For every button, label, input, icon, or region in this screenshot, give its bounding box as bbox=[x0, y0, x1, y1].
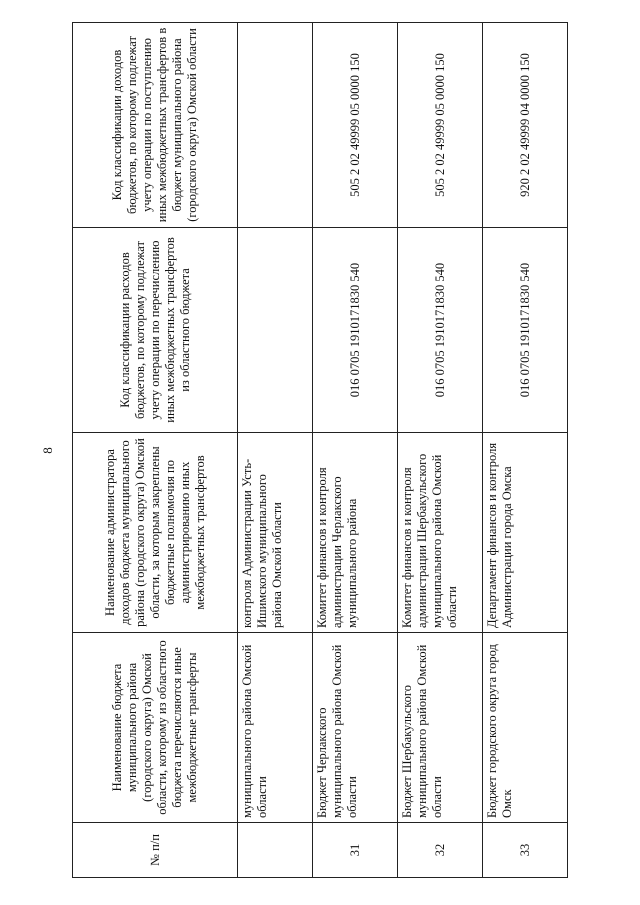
cell-expense-code: 016 0705 1910171830 540 bbox=[313, 228, 398, 433]
cell-administrator: Комитет финансов и контроля администрации Шербакульского муниципального района Омской области bbox=[398, 433, 483, 633]
table-row bbox=[313, 23, 398, 878]
cell-income-code bbox=[238, 23, 313, 228]
header-number: № п/п bbox=[73, 823, 238, 878]
cell-number: 33 bbox=[483, 823, 568, 878]
transfers-table bbox=[72, 22, 568, 878]
cell-budget-name: Бюджет Шербакульского муниципального района Омской области bbox=[398, 633, 483, 823]
cell-expense-code: 016 0705 1910171830 540 bbox=[483, 228, 568, 433]
cell-income-code: 505 2 02 49999 05 0000 150 bbox=[398, 23, 483, 228]
cell-income-code: 920 2 02 49999 04 0000 150 bbox=[483, 23, 568, 228]
page-number: 8 bbox=[40, 447, 55, 454]
cell-budget-name: муниципального района Омской области bbox=[238, 633, 313, 823]
cell-number bbox=[238, 823, 313, 878]
cell-income-code: 505 2 02 49999 05 0000 150 bbox=[313, 23, 398, 228]
table-row bbox=[483, 23, 568, 878]
header-expense-code: Код классификации расходов бюджетов, по которому подлежат учету операции по перечислению иных межбюджетных трансфертов из областного бюджета bbox=[73, 228, 238, 433]
header-administrator: Наименование администратора доходов бюджета муниципального района (городского округа) Омской области, за которым закреплены бюджетные полномочия по администрированию иных межбюджетных трансфертов bbox=[73, 433, 238, 633]
header-income-code: Код классификации доходов бюджетов, по которому подлежат учету операции по поступлению иных межбюджетных трансфертов в бюджет муниципального района (городского округа) Омской области bbox=[73, 23, 238, 228]
table-row bbox=[398, 23, 483, 878]
cell-administrator: Комитет финансов и контроля администрации Черлакского муниципального района bbox=[313, 433, 398, 633]
cell-number: 31 bbox=[313, 823, 398, 878]
table-row bbox=[238, 23, 313, 878]
cell-expense-code: 016 0705 1910171830 540 bbox=[398, 228, 483, 433]
rotated-page bbox=[32, 23, 532, 878]
cell-number: 32 bbox=[398, 823, 483, 878]
cell-administrator: контроля Администрации Усть-Ишимского муниципального района Омской области bbox=[238, 433, 313, 633]
cell-administrator: Департамент финансов и контроля Администрации города Омска bbox=[483, 433, 568, 633]
cell-budget-name: Бюджет городского округа город Омск bbox=[483, 633, 568, 823]
cell-budget-name: Бюджет Черлакского муниципального района Омской области bbox=[313, 633, 398, 823]
cell-expense-code bbox=[238, 228, 313, 433]
table-header-row bbox=[73, 23, 238, 878]
header-budget-name: Наименование бюджета муниципального района (городского округа) Омской области, которому из областного бюджета перечисляются иные межбюджетные трансферты bbox=[73, 633, 238, 823]
